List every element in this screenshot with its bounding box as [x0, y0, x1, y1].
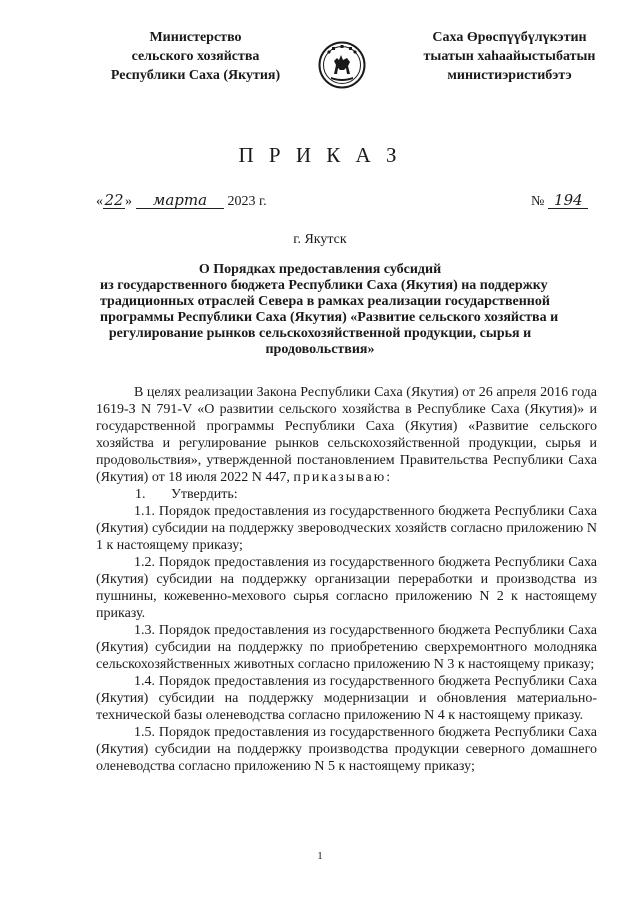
ministry-name-line: Республики Саха (Якутия): [110, 68, 281, 83]
ministry-name-line: Министерство: [149, 30, 242, 45]
ministry-name-line: сельского хозяйства: [131, 49, 260, 64]
ministry-name-line: Саха Өрөспүүбүлүкэтин: [432, 30, 587, 45]
order-word: приказываю:: [293, 470, 393, 485]
list-item: 1.5. Порядок предоставления из государственного бюджета Республики Саха (Якутия) субсидии на поддержку производства продукции северного домашнего оленеводства согласно приложению N 5 к настоящему приказу;: [96, 725, 597, 774]
heading-line: продовольствия»: [265, 342, 375, 357]
document-type-title: П Р И К А З: [238, 143, 402, 167]
city-name: г. Якутск: [293, 232, 347, 247]
intro-paragraph: [96, 384, 597, 486]
list-item: 1.1. Порядок предоставления из государственного бюджета Республики Саха (Якутия) субсидии на поддержку звероводческих хозяйств согласно приложению N 1 к настоящему приказу;: [96, 504, 597, 553]
heading-line: традиционных отраслей Севера в рамках реализации государственной: [100, 294, 550, 309]
list-item: 1.3. Порядок предоставления из государственного бюджета Республики Саха (Якутия) субсидии на поддержку по приобретению сверхремонтного молодняка сельскохозяйственных животных согласно приложению N 3 к настоящему приказу;: [96, 623, 597, 672]
heading-line: О Порядках предоставления субсидий: [198, 262, 442, 277]
ministry-name-line: министиэристибэтэ: [447, 68, 572, 83]
approve-clause: [96, 486, 597, 503]
heading-line: из государственного бюджета Республики Саха (Якутия) на поддержку: [100, 278, 548, 293]
order-body: [96, 384, 597, 775]
page-number: 1: [317, 850, 323, 862]
clause-text: Утвердить:: [171, 487, 238, 502]
date-day-handwritten: 22: [104, 191, 124, 209]
date-month-handwritten: марта: [136, 192, 224, 209]
coat-of-arms-icon: [318, 41, 366, 89]
list-item: 1.4. Порядок предоставления из государственного бюджета Республики Саха (Якутия) субсидии на поддержку модернизации и обновления материально-технической базы оленеводства согласно приложению N 4 к настоящему приказу.: [96, 674, 597, 723]
intro-text: В целях реализации Закона Республики Саха (Якутия) от 26 апреля 2016 года 1619-З N 791-V «О развитии сельского хозяйства в Республике Саха (Якутия)» и государственной программы Республики Саха (Якутия) «Развитие сельского хозяйства и регулирование рынков сельскохозяйственной продукции, сырья и продовольствия», утвержденной постановлением Правительства Республики Саха (Якутия) от 18 июля 2022 N 447,: [96, 385, 597, 485]
ministry-name-line: тыатын хаһаайыстыбатын: [423, 49, 596, 64]
heading-line: регулирование рынков сельскохозяйственной продукции, сырья и: [108, 326, 532, 341]
date-close-quote: »: [125, 194, 132, 209]
date-open-quote: «: [96, 194, 103, 209]
list-item: 1.2. Порядок предоставления из государственного бюджета Республики Саха (Якутия) субсидии на поддержку организации переработки и производства из пушнины, кожевенно-мехового сырья согласно приложению N 2 к настоящему приказу.: [96, 555, 597, 621]
date-year: 2023 г.: [227, 194, 267, 209]
heading-line: программы Республики Саха (Якутия) «Развитие сельского хозяйства и: [100, 310, 559, 325]
number-value-handwritten: 194: [548, 192, 588, 209]
order-subject-heading: [100, 262, 559, 358]
number-label: №: [531, 194, 545, 209]
order-number: [531, 192, 588, 210]
ministry-name-yakut: [402, 28, 617, 85]
clause-number: 1.: [135, 487, 146, 502]
ministry-name-russian: [88, 28, 303, 85]
order-date: [96, 192, 267, 210]
